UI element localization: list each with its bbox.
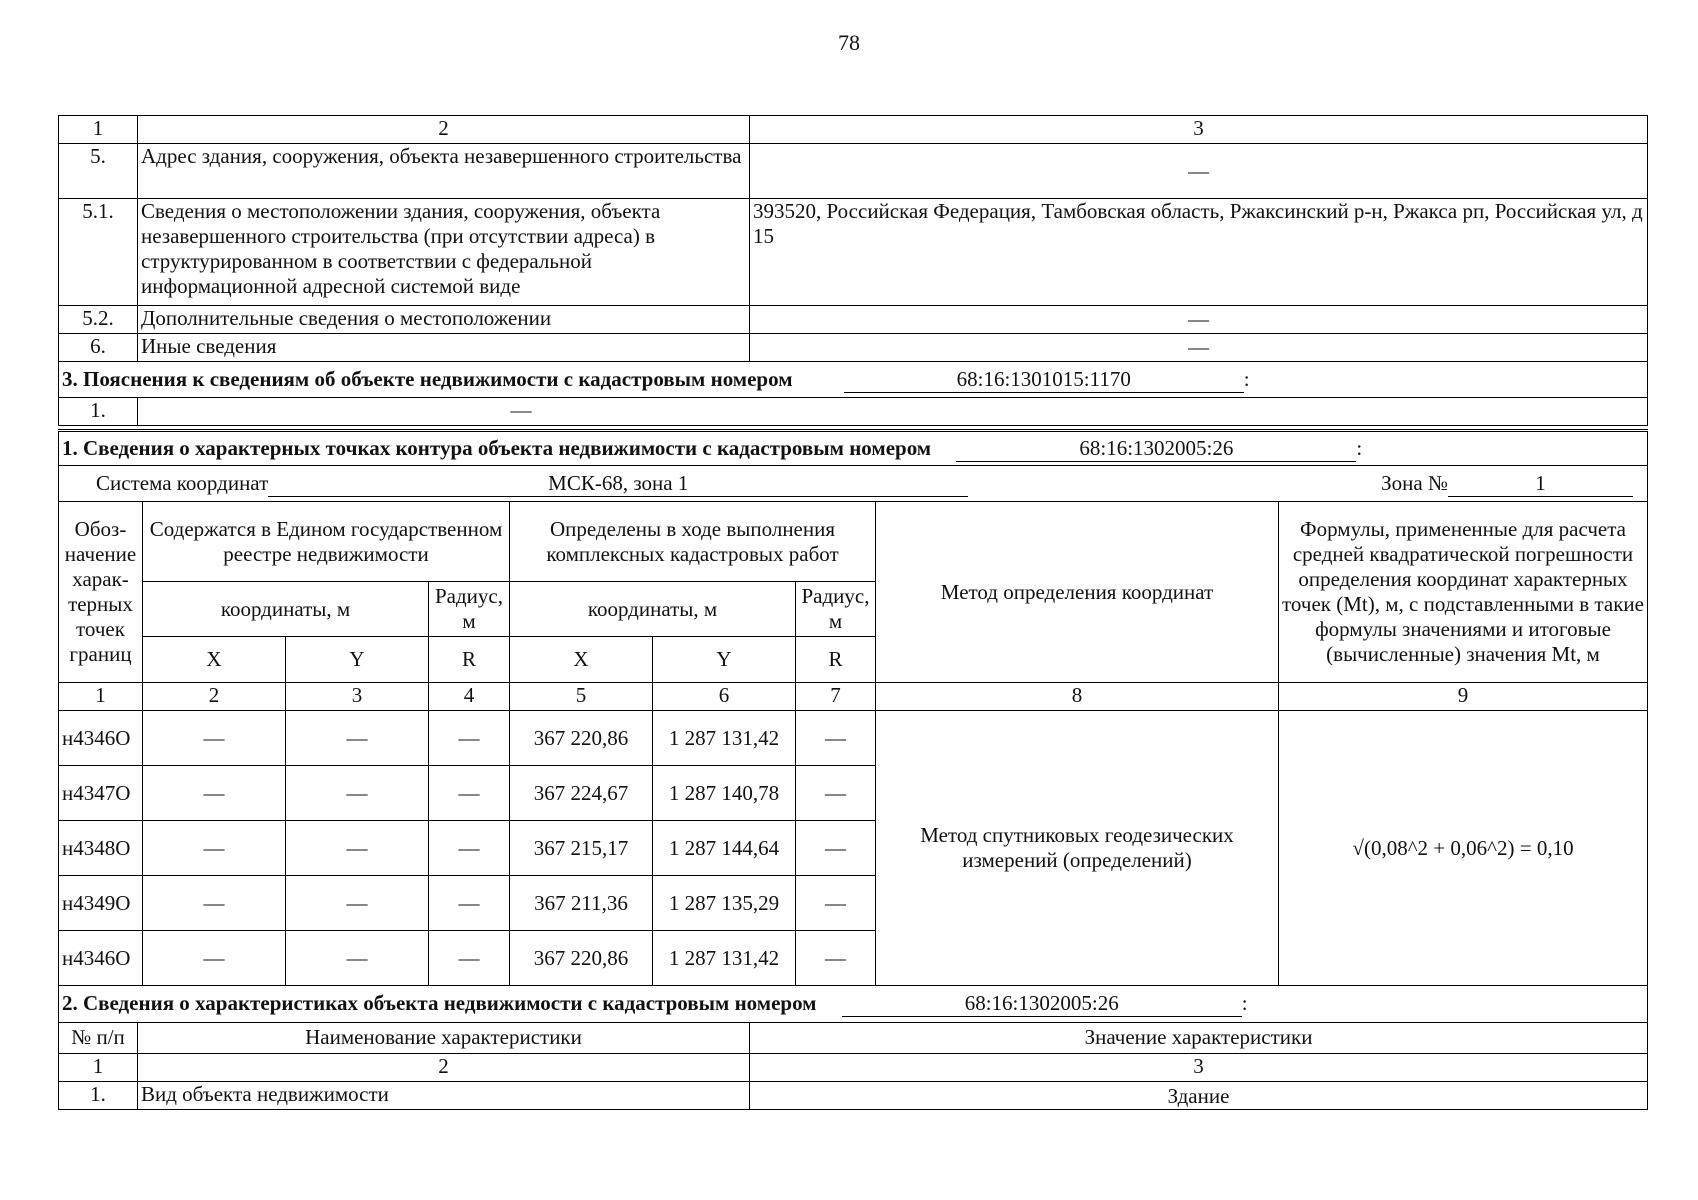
- row-value: —: [750, 334, 1648, 362]
- section-1-title: 1. Сведения о характерных точках контура объекта недвижимости с кадастровым номером: [62, 435, 932, 460]
- point-y: 1 287 135,29: [653, 876, 796, 931]
- point-r-egrn: —: [429, 931, 510, 986]
- section-3-cadastral-number: 68:16:1301015:1170: [844, 367, 1244, 393]
- col-number: 9: [1279, 683, 1648, 711]
- section-1-header: [59, 431, 1648, 466]
- formula-value: √(0,08^2 + 0,06^2) = 0,10: [1279, 711, 1648, 986]
- row-number: 5.: [59, 144, 138, 199]
- section-2-cadastral-number: 68:16:1302005:26: [842, 991, 1242, 1017]
- coords-header: координаты, м: [143, 582, 429, 637]
- col-number: 5: [510, 683, 653, 711]
- section-1-cadastral-number: 68:16:1302005:26: [956, 436, 1356, 462]
- row-name: Иные сведения: [138, 334, 750, 362]
- section-2-header: [59, 986, 1648, 1022]
- row-number: 1.: [59, 1081, 138, 1109]
- coordinate-system-value: МСК-68, зона 1: [268, 471, 968, 497]
- r-header: R: [796, 637, 876, 683]
- kkr-header: Определены в ходе выполнения комплексных кадастровых работ: [510, 502, 876, 582]
- zone-value: 1: [1448, 471, 1633, 497]
- point-y: 1 287 144,64: [653, 821, 796, 876]
- address-table: [58, 115, 1648, 426]
- row-name: Сведения о местоположении здания, сооружения, объекта незавершенного строительства (при отсутствии адреса) в структурированном в соответствии с федеральной информационной адресной системой виде: [138, 199, 750, 306]
- page-number: 78: [838, 30, 860, 55]
- col-header-num: № п/п: [59, 1022, 138, 1053]
- point-r-egrn: —: [429, 821, 510, 876]
- characteristics-table: [58, 986, 1648, 1110]
- row-name: Вид объекта недвижимости: [138, 1081, 750, 1109]
- method-header: Метод определения координат: [876, 502, 1279, 683]
- row-value-text: —: [510, 398, 532, 422]
- colon: :: [1356, 435, 1363, 460]
- point-y-egrn: —: [286, 711, 429, 766]
- point-y: 1 287 131,42: [653, 931, 796, 986]
- point-r: —: [796, 766, 876, 821]
- point-x: 367 220,86: [510, 711, 653, 766]
- designation-header: Обоз-начение харак-терных точек границ: [59, 502, 143, 683]
- colon: :: [1243, 366, 1250, 391]
- formula-header: Формулы, примененные для расчета средней квадратической погрешности определения координат характерных точек (Mt), м, с подставленными в такие формулы значениями и итоговые (вычисленные) значения Mt, м: [1279, 502, 1648, 683]
- col-number: 1: [59, 683, 143, 711]
- row-value: 393520, Российская Федерация, Тамбовская область, Ржаксинский р-н, Ржакса рп, Российская ул, д 15: [750, 199, 1648, 306]
- col-number: 2: [138, 1053, 750, 1081]
- point-y: 1 287 140,78: [653, 766, 796, 821]
- point-y: 1 287 131,42: [653, 711, 796, 766]
- egrn-header: Содержатся в Едином государственном реестре недвижимости: [143, 502, 510, 582]
- col-header-3: 3: [750, 116, 1648, 144]
- x-header: X: [510, 637, 653, 683]
- row-value: [138, 398, 1648, 426]
- col-header-2: 2: [138, 116, 750, 144]
- point-x: 367 215,17: [510, 821, 653, 876]
- colon: :: [1241, 990, 1248, 1015]
- col-number: 8: [876, 683, 1279, 711]
- point-r-egrn: —: [429, 766, 510, 821]
- x-header: X: [143, 637, 286, 683]
- document-frame: [58, 115, 1648, 1110]
- points-table: [58, 429, 1648, 986]
- point-y-egrn: —: [286, 931, 429, 986]
- point-r-egrn: —: [429, 876, 510, 931]
- section-3-title: 3. Пояснения к сведениям об объекте недвижимости с кадастровым номером: [62, 366, 793, 391]
- col-number: 2: [143, 683, 286, 711]
- point-r: —: [796, 876, 876, 931]
- point-name: н4349О: [59, 876, 143, 931]
- row-value: Здание: [750, 1081, 1648, 1109]
- point-x: 367 220,86: [510, 931, 653, 986]
- col-header-value: Значение характеристики: [750, 1022, 1648, 1053]
- coordinate-system-row: [59, 466, 1648, 502]
- coordinate-system-label: Система координат: [96, 470, 269, 495]
- point-x-egrn: —: [143, 931, 286, 986]
- point-r: —: [796, 711, 876, 766]
- row-name: Дополнительные сведения о местоположении: [138, 306, 750, 334]
- point-r: —: [796, 821, 876, 876]
- col-header-1: 1: [59, 116, 138, 144]
- method-value: Метод спутниковых геодезических измерений (определений): [876, 711, 1279, 986]
- point-x-egrn: —: [143, 766, 286, 821]
- col-header-name: Наименование характеристики: [138, 1022, 750, 1053]
- radius-header: Радиус, м: [796, 582, 876, 637]
- point-x-egrn: —: [143, 876, 286, 931]
- point-row: [59, 711, 1648, 766]
- point-y-egrn: —: [286, 766, 429, 821]
- row-number: 1.: [59, 398, 138, 426]
- point-x-egrn: —: [143, 711, 286, 766]
- r-header: R: [429, 637, 510, 683]
- y-header: Y: [653, 637, 796, 683]
- point-y-egrn: —: [286, 876, 429, 931]
- row-number: 5.2.: [59, 306, 138, 334]
- point-name: н4346О: [59, 711, 143, 766]
- point-x: 367 211,36: [510, 876, 653, 931]
- point-x-egrn: —: [143, 821, 286, 876]
- coords-header: координаты, м: [510, 582, 796, 637]
- col-number: 1: [59, 1053, 138, 1081]
- col-number: 3: [286, 683, 429, 711]
- row-name: Адрес здания, сооружения, объекта незавершенного строительства: [138, 144, 750, 199]
- col-number: 3: [750, 1053, 1648, 1081]
- col-number: 6: [653, 683, 796, 711]
- row-number: 6.: [59, 334, 138, 362]
- radius-header: Радиус, м: [429, 582, 510, 637]
- section-2-title: 2. Сведения о характеристиках объекта недвижимости с кадастровым номером: [62, 990, 817, 1015]
- section-3-header: [59, 362, 1648, 398]
- point-y-egrn: —: [286, 821, 429, 876]
- zone-label: Зона №: [1381, 471, 1448, 495]
- col-number: 7: [796, 683, 876, 711]
- row-number: 5.1.: [59, 199, 138, 306]
- row-value: —: [750, 306, 1648, 334]
- row-value: —: [750, 144, 1648, 199]
- point-r: —: [796, 931, 876, 986]
- point-name: н4348О: [59, 821, 143, 876]
- point-name: н4347О: [59, 766, 143, 821]
- col-number: 4: [429, 683, 510, 711]
- point-x: 367 224,67: [510, 766, 653, 821]
- point-name: н4346О: [59, 931, 143, 986]
- point-r-egrn: —: [429, 711, 510, 766]
- y-header: Y: [286, 637, 429, 683]
